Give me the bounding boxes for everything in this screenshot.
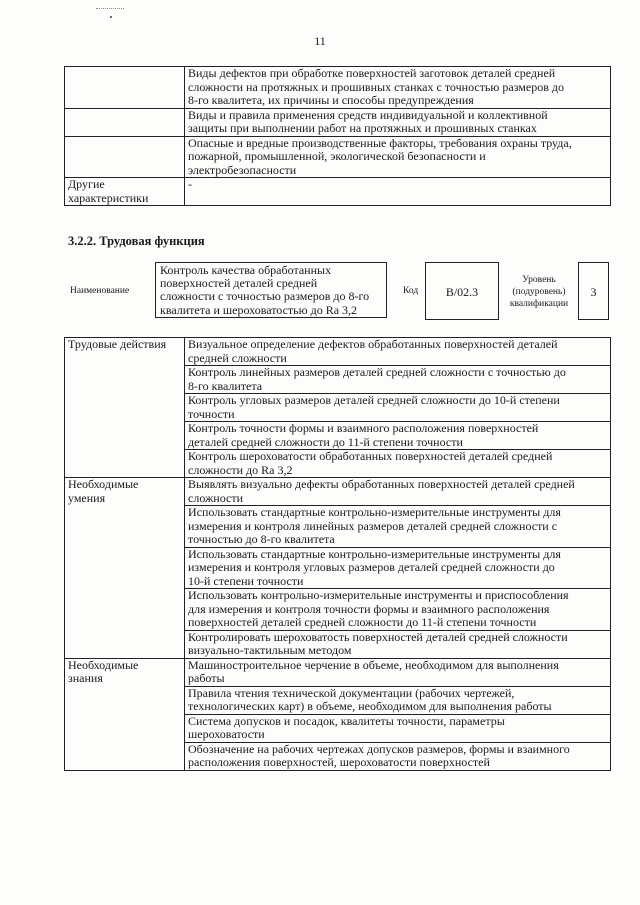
group-item-cell	[185, 478, 611, 506]
group-item-line: измерения и контроля угловых размеров деталей средней сложности до	[188, 560, 555, 574]
group-item-line: сложности	[188, 490, 244, 505]
group-item-line: измерения и контроля линейных размеров деталей средней сложности с	[188, 518, 558, 533]
level-label-line: Уровень	[522, 275, 556, 285]
row-content-line: сложности на протяжных и прошивных станках с точностью размеров до	[188, 79, 564, 94]
group-item-line: расположения поверхностей, шероховатости поверхностей	[188, 755, 490, 769]
table-row	[65, 338, 611, 366]
group-item-cell	[185, 547, 611, 589]
table-row	[65, 478, 611, 506]
group-item-line: шероховатости	[188, 727, 265, 741]
group-label-line: Необходимые	[68, 657, 139, 672]
group-item-line: 8-го квалитета	[188, 378, 263, 393]
group-item-cell	[185, 742, 611, 770]
row-content-cell	[185, 67, 611, 109]
group-item-line: поверхностей деталей средней сложности до 11-й степени точности	[188, 615, 537, 629]
row-content-line: Виды дефектов при обработке поверхностей заготовок деталей средней	[188, 66, 556, 80]
table-row	[65, 658, 611, 686]
group-item-line: Правила чтения технической документации (рабочих чертежей,	[188, 685, 515, 700]
function-name-line: Контроль качества обработанных	[160, 263, 332, 277]
row-content-line: 8-го квалитета, их причины и способы предупреждения	[188, 93, 474, 107]
function-name-line: поверхностей деталей средней	[160, 276, 318, 291]
row-content-line: пожарной, промышленной, экологической безопасности и	[188, 149, 486, 163]
name-label: Наименование	[70, 286, 130, 296]
continued-knowledge-table	[64, 66, 611, 206]
group-item-line: сложности до Ra 3,2	[188, 462, 293, 477]
group-item-line: для измерения и контроля точности формы и взаимного расположения	[188, 601, 550, 616]
group-item-line: точностью до 8-го квалитета	[188, 532, 335, 546]
row-label-cell	[65, 178, 185, 206]
row-content-line: Виды и правила применения средств индивидуальной и коллективной	[188, 107, 548, 122]
row-label-line: характеристики	[68, 190, 149, 205]
row-content-cell	[185, 136, 611, 178]
group-item-line: 10-й степени точности	[188, 573, 304, 588]
function-name-line: сложности с точностью размеров до 8-го	[160, 289, 370, 304]
group-item-cell	[185, 338, 611, 366]
group-item-line: точности	[188, 406, 235, 421]
group-item-cell	[185, 422, 611, 450]
qualification-level-value: 3	[578, 262, 609, 320]
qualification-level-label	[503, 274, 575, 310]
group-item-line: технологических карт) в объеме, необходимом для выполнения работы	[188, 699, 552, 713]
group-item-line: средней сложности	[188, 350, 287, 365]
row-content-line: электробезопасности	[188, 162, 297, 177]
group-label-line: умения	[68, 490, 106, 505]
group-item-line: Контроль шероховатости обработанных поверхностей деталей средней	[188, 449, 553, 463]
row-content-line: -	[188, 177, 192, 191]
group-label-line: Трудовые действия	[68, 337, 167, 351]
group-item-line: Контроль угловых размеров деталей средней сложности до 10-й степени	[188, 393, 560, 407]
group-item-line: Использовать стандартные контрольно-измерительные инструменты для	[188, 546, 561, 561]
table-row	[65, 67, 611, 109]
row-label-cell	[65, 136, 185, 178]
page-number: 11	[314, 34, 326, 48]
group-item-line: деталей средней сложности до 11-й степени точности	[188, 434, 463, 449]
group-item-cell	[185, 686, 611, 714]
group-item-cell	[185, 506, 611, 548]
level-label-line: квалификации	[509, 299, 569, 309]
code-label: Код	[403, 286, 419, 296]
row-content-line: защиты при выполнении работ на протяжных и прошивных станках	[188, 121, 537, 135]
group-item-cell	[185, 394, 611, 422]
group-item-line: Система допусков и посадок, квалитеты точности, параметры	[188, 713, 505, 728]
scan-artifact	[96, 8, 124, 10]
group-item-line: Обозначение на рабочих чертежах допусков размеров, формы и взаимного	[188, 741, 570, 756]
group-item-line: Контроль точности формы и взаимного расположения поверхностей	[188, 421, 539, 435]
labor-function-table	[64, 337, 611, 771]
group-item-cell	[185, 589, 611, 631]
group-label-line: знания	[68, 671, 103, 685]
group-item-line: Машиностроительное черчение в объеме, необходимом для выполнения	[188, 657, 559, 672]
function-name-box	[155, 262, 387, 318]
group-item-line: Контролировать шероховатость поверхностей деталей средней сложности	[188, 629, 568, 644]
group-item-cell	[185, 658, 611, 686]
group-item-line: Визуальное определение дефектов обработанных поверхностей деталей	[188, 337, 558, 351]
level-label-line: (подуровень)	[512, 287, 566, 297]
table-row	[65, 136, 611, 178]
group-item-cell	[185, 630, 611, 658]
row-label-line: Другие	[68, 177, 105, 191]
row-content-cell	[185, 108, 611, 136]
group-label-cell	[65, 478, 185, 659]
section-heading: 3.2.2. Трудовая функция	[68, 234, 205, 248]
group-item-cell	[185, 366, 611, 394]
group-label-cell	[65, 338, 185, 478]
row-content-line: Опасные и вредные производственные факторы, требования охраны труда,	[188, 135, 572, 150]
group-item-line: работы	[188, 671, 225, 685]
group-item-cell	[185, 714, 611, 742]
group-item-line: Использовать стандартные контрольно-измерительные инструменты для	[188, 505, 561, 519]
scan-artifact-dot	[110, 16, 112, 18]
code-value: В/02.3	[425, 262, 499, 320]
table-row	[65, 178, 611, 206]
group-item-line: Выявлять визуально дефекты обработанных поверхностей деталей средней	[188, 477, 575, 491]
group-item-line: Использовать контрольно-измерительные инструменты и приспособления	[188, 588, 569, 602]
row-label-cell	[65, 108, 185, 136]
row-content-cell	[185, 178, 611, 206]
group-item-line: Контроль линейных размеров деталей средней сложности с точностью до	[188, 365, 566, 379]
table-row	[65, 108, 611, 136]
group-label-cell	[65, 658, 185, 770]
group-label-line: Необходимые	[68, 477, 139, 491]
group-item-line: визуально-тактильным методом	[188, 643, 352, 657]
row-label-cell	[65, 67, 185, 109]
group-item-cell	[185, 450, 611, 478]
function-name-line: квалитета и шероховатостью до Ra 3,2	[160, 302, 358, 317]
